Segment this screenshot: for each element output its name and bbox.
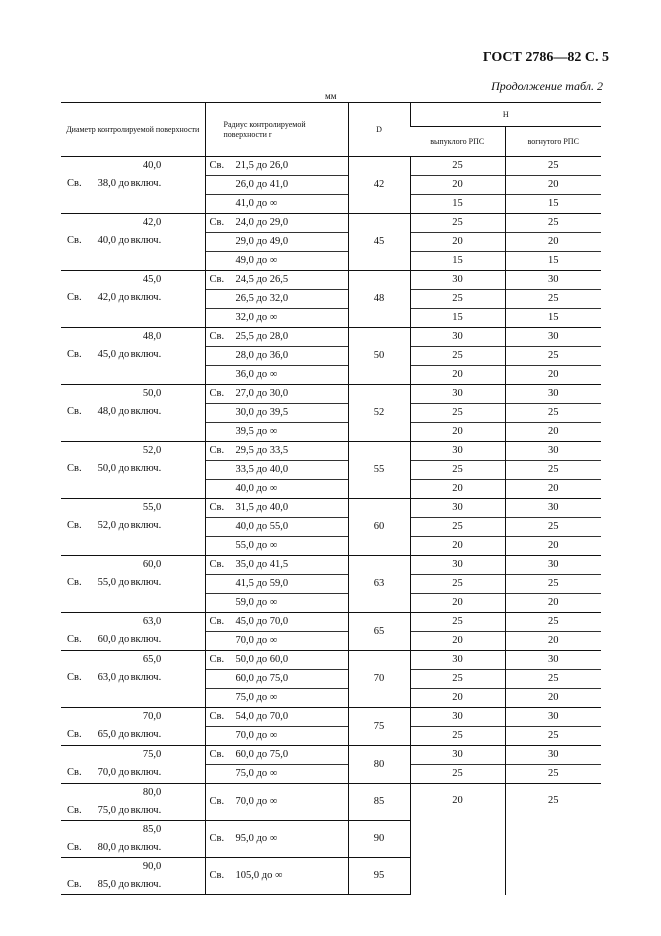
diameter-do: до: [118, 349, 130, 360]
radius-range: 70,0 до ∞: [235, 635, 278, 646]
radius-prefix: Св.: [209, 274, 225, 285]
unit-label: мм: [325, 91, 337, 101]
diameter-cell: [61, 746, 205, 784]
header-h: H: [410, 103, 601, 127]
d-value-cell: 63: [348, 556, 410, 613]
radius-range: 30,0 до 39,5: [235, 407, 289, 418]
radius-range: 27,0 до 30,0: [235, 388, 289, 399]
diameter-cell: [61, 651, 205, 708]
diameter-do: до: [118, 672, 130, 683]
radius-range: 95,0 до ∞: [235, 833, 278, 844]
radius-cell: [205, 689, 348, 708]
diameter-to: 75,0 включ.: [130, 749, 162, 778]
h-convex-cell: 25: [410, 157, 505, 176]
diameter-prefix: Св.: [67, 520, 82, 531]
diameter-cell: [61, 784, 205, 821]
diameter-to: 48,0 включ.: [130, 331, 162, 360]
diameter-prefix: Св.: [67, 879, 82, 890]
table-continuation-label: Продолжение табл. 2: [491, 79, 603, 93]
h-concave-cell: 30: [505, 442, 601, 461]
d-value-cell: 50: [348, 328, 410, 385]
radius-range: 26,0 до 41,0: [235, 179, 289, 190]
radius-cell: [205, 176, 348, 195]
h-concave-cell: 30: [505, 556, 601, 575]
radius-cell: [205, 858, 348, 895]
h-concave-cell: 20: [505, 537, 601, 556]
h-concave-cell: 25: [505, 613, 601, 632]
h-concave-cell: 20: [505, 480, 601, 499]
radius-range: 41,0 до ∞: [235, 198, 278, 209]
h-convex-cell: 15: [410, 252, 505, 271]
h-concave-cell: 30: [505, 746, 601, 765]
diameter-to: 52,0 включ.: [130, 445, 162, 474]
radius-prefix: Св.: [209, 445, 225, 456]
h-convex-cell: 30: [410, 271, 505, 290]
h-convex-cell: 30: [410, 499, 505, 518]
h-concave-cell: 20: [505, 689, 601, 708]
diameter-cell: [61, 328, 205, 385]
radius-range: 49,0 до ∞: [235, 255, 278, 266]
radius-range: 54,0 до 70,0: [235, 711, 289, 722]
diameter-do: до: [118, 406, 130, 417]
diameter-cell: [61, 708, 205, 746]
h-concave-cell: 30: [505, 499, 601, 518]
h-concave-cell: 15: [505, 309, 601, 328]
radius-cell: [205, 442, 348, 461]
diameter-prefix: Св.: [67, 406, 82, 417]
diameter-to: 50,0 включ.: [130, 388, 162, 417]
diameter-cell: [61, 271, 205, 328]
diameter-cell: [61, 858, 205, 895]
diameter-do: до: [118, 292, 130, 303]
diameter-prefix: Св.: [67, 842, 82, 853]
diameter-prefix: Св.: [67, 349, 82, 360]
h-convex-cell: 30: [410, 442, 505, 461]
h-concave-cell: 30: [505, 271, 601, 290]
diameter-to: 70,0 включ.: [130, 711, 162, 740]
diameter-from: 60,0: [97, 634, 116, 645]
radius-cell: [205, 233, 348, 252]
h-concave-cell: 20: [505, 632, 601, 651]
diameter-from: 50,0: [97, 463, 116, 474]
d-value-cell: 95: [348, 858, 410, 895]
radius-cell: [205, 613, 348, 632]
radius-range: 36,0 до ∞: [235, 369, 278, 380]
h-convex-cell: 30: [410, 708, 505, 727]
radius-cell: [205, 651, 348, 670]
radius-range: 32,0 до ∞: [235, 312, 278, 323]
radius-prefix: Св.: [209, 796, 225, 807]
diameter-do: до: [118, 577, 130, 588]
diameter-from: 55,0: [97, 577, 116, 588]
radius-cell: [205, 195, 348, 214]
d-value-cell: 65: [348, 613, 410, 651]
diameter-do: до: [118, 879, 130, 890]
d-value-cell: 60: [348, 499, 410, 556]
radius-cell: [205, 328, 348, 347]
radius-range: 45,0 до 70,0: [235, 616, 289, 627]
d-value-cell: 48: [348, 271, 410, 328]
radius-prefix: Св.: [209, 217, 225, 228]
diameter-to: 90,0 включ.: [130, 861, 162, 890]
radius-cell: [205, 518, 348, 537]
radius-range: 24,5 до 26,5: [235, 274, 289, 285]
table-row: [61, 651, 601, 670]
diameter-to: 63,0 включ.: [130, 616, 162, 645]
radius-cell: [205, 594, 348, 613]
radius-cell: [205, 366, 348, 385]
radius-cell: [205, 821, 348, 858]
diameter-from: 63,0: [97, 672, 116, 683]
diameter-to: 60,0 включ.: [130, 559, 162, 588]
radius-cell: [205, 499, 348, 518]
diameter-prefix: Св.: [67, 235, 82, 246]
table-row: [61, 157, 601, 176]
diameter-to: 45,0 включ.: [130, 274, 162, 303]
radius-range: 60,0 до 75,0: [235, 749, 289, 760]
h-convex-cell: 20: [410, 480, 505, 499]
diameter-prefix: Св.: [67, 729, 82, 740]
h-concave-cell: 30: [505, 385, 601, 404]
diameter-from: 52,0: [97, 520, 116, 531]
h-concave-cell: 25: [505, 727, 601, 746]
diameter-to: 80,0 включ.: [130, 787, 162, 816]
radius-range: 70,0 до ∞: [235, 796, 278, 807]
diameter-cell: [61, 499, 205, 556]
radius-cell: [205, 670, 348, 689]
h-convex-cell: 30: [410, 746, 505, 765]
radius-cell: [205, 746, 348, 765]
diameter-prefix: Св.: [67, 634, 82, 645]
h-convex-cell: 20: [410, 176, 505, 195]
radius-prefix: Св.: [209, 616, 225, 627]
radius-range: 26,5 до 32,0: [235, 293, 289, 304]
d-value-cell: 70: [348, 651, 410, 708]
h-convex-cell: 15: [410, 195, 505, 214]
diameter-to: 65,0 включ.: [130, 654, 162, 683]
diameter-cell: [61, 157, 205, 214]
h-convex-cell: 20: [410, 423, 505, 442]
radius-cell: [205, 461, 348, 480]
diameter-to: 85,0 включ.: [130, 824, 162, 853]
radius-cell: [205, 252, 348, 271]
h-concave-cell: 30: [505, 651, 601, 670]
diameter-do: до: [118, 842, 130, 853]
header-d: D: [348, 103, 410, 157]
radius-range: 33,5 до 40,0: [235, 464, 289, 475]
table-row: [61, 556, 601, 575]
h-convex-cell: 25: [410, 765, 505, 784]
radius-prefix: Св.: [209, 711, 225, 722]
h-convex-cell: 25: [410, 290, 505, 309]
radius-prefix: Св.: [209, 160, 225, 171]
h-concave-cell: 25: [505, 461, 601, 480]
h-convex-cell: 25: [410, 347, 505, 366]
diameter-from: 65,0: [97, 729, 116, 740]
gauge-table: [61, 102, 601, 895]
diameter-do: до: [118, 767, 130, 778]
radius-cell: [205, 214, 348, 233]
table-row: [61, 385, 601, 404]
h-concave-cell: 25: [505, 575, 601, 594]
radius-cell: [205, 537, 348, 556]
diameter-from: 45,0: [97, 349, 116, 360]
h-convex-cell: 15: [410, 309, 505, 328]
radius-range: 31,5 до 40,0: [235, 502, 289, 513]
radius-range: 21,5 до 26,0: [235, 160, 289, 171]
table-row: [61, 214, 601, 233]
h-convex-cell: 30: [410, 556, 505, 575]
h-concave-cell: 30: [505, 708, 601, 727]
d-value-cell: 80: [348, 746, 410, 784]
radius-cell: [205, 765, 348, 784]
h-convex-cell: 20: [410, 632, 505, 651]
h-concave-cell: 20: [505, 594, 601, 613]
diameter-do: до: [118, 235, 130, 246]
h-concave-cell: 20: [505, 233, 601, 252]
diameter-do: до: [118, 463, 130, 474]
radius-range: 29,0 до 49,0: [235, 236, 289, 247]
table-row: [61, 271, 601, 290]
radius-cell: [205, 480, 348, 499]
diameter-prefix: Св.: [67, 292, 82, 303]
radius-range: 75,0 до ∞: [235, 692, 278, 703]
h-convex-cell: 25: [410, 670, 505, 689]
d-value-cell: 75: [348, 708, 410, 746]
h-concave-cell: 20: [505, 176, 601, 195]
diameter-prefix: Св.: [67, 463, 82, 474]
diameter-cell: [61, 214, 205, 271]
h-convex-cell: 25: [410, 518, 505, 537]
diameter-do: до: [118, 729, 130, 740]
radius-prefix: Св.: [209, 502, 225, 513]
radius-prefix: Св.: [209, 749, 225, 760]
h-convex-cell: 20: [410, 537, 505, 556]
diameter-cell: [61, 442, 205, 499]
page-header: ГОСТ 2786—82 С. 5: [482, 50, 609, 65]
diameter-prefix: Св.: [67, 805, 82, 816]
radius-cell: [205, 784, 348, 821]
header-convex: выпуклого РПС: [410, 127, 505, 157]
radius-range: 28,0 до 36,0: [235, 350, 289, 361]
h-concave-cell: 25: [505, 214, 601, 233]
radius-cell: [205, 385, 348, 404]
d-value-cell: 42: [348, 157, 410, 214]
diameter-cell: [61, 821, 205, 858]
h-convex-cell: 25: [410, 404, 505, 423]
radius-cell: [205, 575, 348, 594]
h-concave-cell: 15: [505, 252, 601, 271]
radius-cell: [205, 423, 348, 442]
diameter-to: 40,0 включ.: [130, 160, 162, 189]
diameter-cell: [61, 613, 205, 651]
diameter-to: 42,0 включ.: [130, 217, 162, 246]
table-row: [61, 499, 601, 518]
h-convex-cell: 20: [410, 366, 505, 385]
diameter-do: до: [118, 178, 130, 189]
radius-range: 40,0 до 55,0: [235, 521, 289, 532]
diameter-from: 38,0: [97, 178, 116, 189]
radius-cell: [205, 271, 348, 290]
diameter-do: до: [118, 520, 130, 531]
diameter-cell: [61, 556, 205, 613]
diameter-prefix: Св.: [67, 767, 82, 778]
table-row: [61, 784, 601, 821]
d-value-cell: 45: [348, 214, 410, 271]
h-convex-cell: 25: [410, 461, 505, 480]
table-row: [61, 328, 601, 347]
table-row: [61, 746, 601, 765]
h-concave-cell: 25: [505, 670, 601, 689]
radius-cell: [205, 632, 348, 651]
radius-cell: [205, 556, 348, 575]
diameter-from: 75,0: [97, 805, 116, 816]
radius-cell: [205, 309, 348, 328]
h-concave-cell: 25: [505, 518, 601, 537]
d-value-cell: 85: [348, 784, 410, 821]
radius-range: 55,0 до ∞: [235, 540, 278, 551]
h-convex-cell: 20: [410, 594, 505, 613]
diameter-do: до: [118, 634, 130, 645]
radius-range: 75,0 до ∞: [235, 768, 278, 779]
h-concave-cell: 25: [505, 404, 601, 423]
h-concave-cell: 15: [505, 195, 601, 214]
radius-range: 39,5 до ∞: [235, 426, 278, 437]
h-convex-cell: 25: [410, 214, 505, 233]
radius-range: 40,0 до ∞: [235, 483, 278, 494]
header-concave: вогнутого РПС: [505, 127, 601, 157]
d-value-cell: 52: [348, 385, 410, 442]
diameter-to: 55,0 включ.: [130, 502, 162, 531]
radius-range: 70,0 до ∞: [235, 730, 278, 741]
header-diameter: Диаметр контролируемой поверхности: [61, 103, 205, 157]
radius-prefix: Св.: [209, 559, 225, 570]
header-radius: Радиус контролируемой поверхности r: [205, 103, 348, 157]
radius-prefix: Св.: [209, 331, 225, 342]
radius-range: 35,0 до 41,5: [235, 559, 289, 570]
radius-cell: [205, 708, 348, 727]
radius-range: 29,5 до 33,5: [235, 445, 289, 456]
diameter-from: 70,0: [97, 767, 116, 778]
radius-range: 25,5 до 28,0: [235, 331, 289, 342]
d-value-cell: 90: [348, 821, 410, 858]
radius-range: 59,0 до ∞: [235, 597, 278, 608]
radius-range: 60,0 до 75,0: [235, 673, 289, 684]
radius-cell: [205, 404, 348, 423]
diameter-from: 42,0: [97, 292, 116, 303]
diameter-from: 80,0: [97, 842, 116, 853]
h-concave-cell: 25: [505, 290, 601, 309]
table-row: [61, 613, 601, 632]
radius-cell: [205, 290, 348, 309]
h-convex-cell: 30: [410, 385, 505, 404]
diameter-do: до: [118, 805, 130, 816]
h-convex-cell: 20: [410, 784, 505, 895]
radius-prefix: Св.: [209, 833, 225, 844]
diameter-from: 40,0: [97, 235, 116, 246]
d-value-cell: 55: [348, 442, 410, 499]
h-concave-cell: 25: [505, 347, 601, 366]
h-concave-cell: 25: [505, 157, 601, 176]
radius-prefix: Св.: [209, 870, 225, 881]
radius-cell: [205, 727, 348, 746]
diameter-prefix: Св.: [67, 178, 82, 189]
h-concave-cell: 30: [505, 328, 601, 347]
radius-range: 41,5 до 59,0: [235, 578, 289, 589]
h-convex-cell: 20: [410, 689, 505, 708]
table-row: [61, 708, 601, 727]
h-convex-cell: 25: [410, 613, 505, 632]
diameter-from: 48,0: [97, 406, 116, 417]
table-row: [61, 442, 601, 461]
radius-prefix: Св.: [209, 388, 225, 399]
radius-range: 50,0 до 60,0: [235, 654, 289, 665]
h-concave-cell: 20: [505, 366, 601, 385]
h-concave-cell: 20: [505, 423, 601, 442]
h-convex-cell: 30: [410, 328, 505, 347]
radius-range: 24,0 до 29,0: [235, 217, 289, 228]
diameter-prefix: Св.: [67, 577, 82, 588]
radius-range: 105,0 до ∞: [235, 870, 283, 881]
diameter-cell: [61, 385, 205, 442]
h-convex-cell: 20: [410, 233, 505, 252]
h-convex-cell: 25: [410, 575, 505, 594]
table-body: [61, 157, 601, 895]
h-convex-cell: 25: [410, 727, 505, 746]
h-convex-cell: 30: [410, 651, 505, 670]
diameter-from: 85,0: [97, 879, 116, 890]
radius-prefix: Св.: [209, 654, 225, 665]
diameter-prefix: Св.: [67, 672, 82, 683]
radius-cell: [205, 157, 348, 176]
h-concave-cell: 25: [505, 784, 601, 895]
radius-cell: [205, 347, 348, 366]
h-concave-cell: 25: [505, 765, 601, 784]
